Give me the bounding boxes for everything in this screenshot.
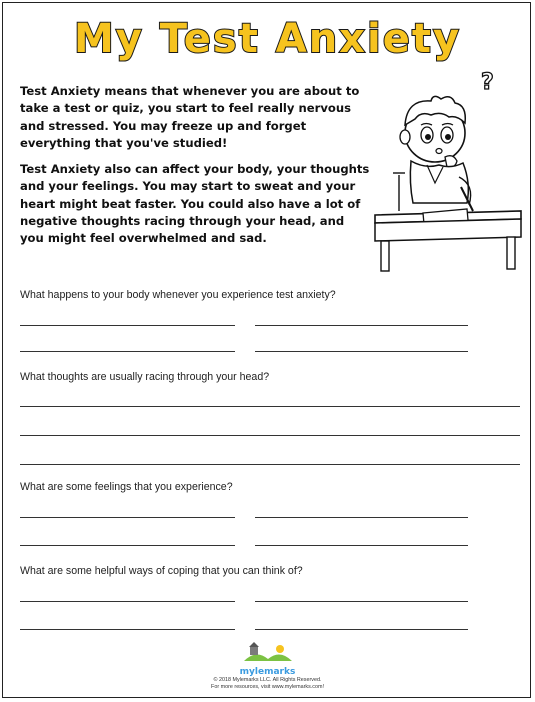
answer-line[interactable] xyxy=(255,601,468,602)
answer-line[interactable] xyxy=(20,517,235,518)
footer-resources: For more resources, visit www.mylemarks.com! xyxy=(211,684,324,690)
answer-line[interactable] xyxy=(20,464,520,465)
answer-line[interactable] xyxy=(20,351,235,352)
answer-line[interactable] xyxy=(20,435,520,436)
answer-line[interactable] xyxy=(20,629,235,630)
question-4: What are some helpful ways of coping that you can think of? xyxy=(20,565,303,577)
answer-line[interactable] xyxy=(255,351,468,352)
answer-line[interactable] xyxy=(255,545,468,546)
answer-line[interactable] xyxy=(255,325,468,326)
question-2: What thoughts are usually racing through your head? xyxy=(20,371,270,383)
answer-line[interactable] xyxy=(20,406,520,407)
answer-line[interactable] xyxy=(20,601,235,602)
page-title: My Test Anxiety xyxy=(73,16,462,62)
question-mark-icon: ? xyxy=(481,70,494,95)
answer-line[interactable] xyxy=(255,517,468,518)
worksheet-page xyxy=(2,2,531,698)
footer xyxy=(3,639,531,691)
intro-paragraph-2: Test Anxiety also can affect your body, your thoughts and your feelings. You may start to sweat and your heart might beat faster. You could also have a lot of negative thoughts racing through your head, and you might feel overwhelmed and sad. xyxy=(20,162,370,246)
boy-at-desk-illustration xyxy=(371,65,527,273)
footer-copyright: © 2018 Mylemarks LLC. All Rights Reserved. xyxy=(213,677,322,683)
intro-paragraph-1: Test Anxiety means that whenever you are about to take a test or quiz, you start to feel really nervous and stressed. You may freeze up and forget everything that you've studied! xyxy=(20,84,360,150)
answer-line[interactable] xyxy=(20,545,235,546)
footer-brand: mylemarks xyxy=(239,667,296,677)
mylemarks-logo-icon xyxy=(238,639,298,669)
question-1: What happens to your body whenever you experience test anxiety? xyxy=(20,289,336,301)
question-3: What are some feelings that you experience? xyxy=(20,481,233,493)
answer-line[interactable] xyxy=(255,629,468,630)
answer-line[interactable] xyxy=(20,325,235,326)
